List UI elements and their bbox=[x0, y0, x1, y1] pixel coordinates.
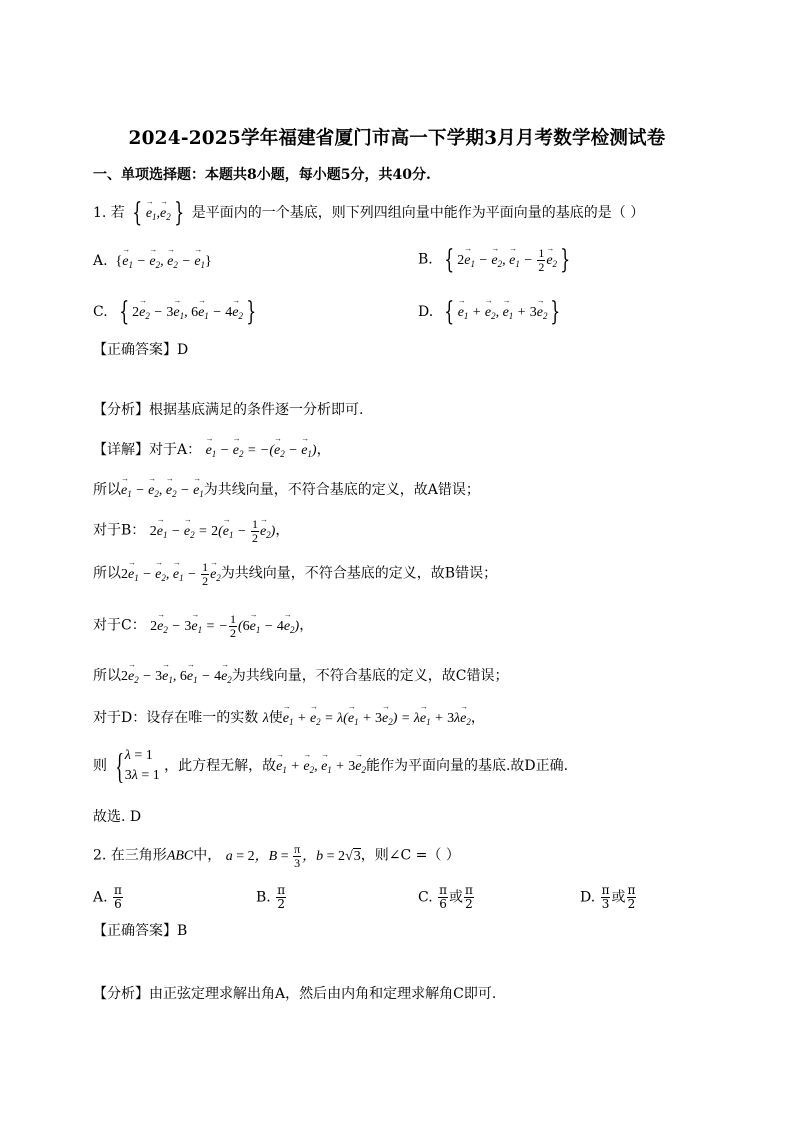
q2-option-a-label: A. bbox=[93, 889, 108, 906]
conclusion-d-text-2: 能作为平面向量的基底.故D正确. bbox=[365, 758, 569, 774]
section-heading: 一、单项选择题：本题共8小题，每小题5分，共40分. bbox=[93, 167, 431, 183]
question-1-choice: 故选. D bbox=[93, 809, 142, 825]
detail-label: 【详解】对于A： bbox=[93, 442, 202, 458]
q2-option-b-label: B. bbox=[256, 889, 271, 906]
question-2-stem: 2. 在三角形ABC中， a = 2，B = $\frac{\pi}{3}$ ，b = 2√3，则∠C =（ ） bbox=[93, 842, 460, 870]
question-2-stem-end: ，则∠C =（ ） bbox=[360, 847, 460, 864]
option-a-label: A. bbox=[93, 253, 108, 269]
question-2-answer: 【正确答案】B bbox=[93, 923, 188, 939]
option-d-math: {→ $e_1$ + → $e_2$, → $e_1 + 3\to e_2$ } bbox=[438, 305, 564, 320]
option-c-math: { $2\to e_2 - 3\to e_1$, $6\to e_1 - 4\to e_2$ } bbox=[112, 305, 259, 320]
detail-d-math: → $e_1$ + → $e_2 = \lambda(\to e_1 + 3\to e_2) = \lambda\to e_1 + 3\lambda\to e_2$ bbox=[283, 711, 471, 726]
d-use-text: 使 bbox=[268, 710, 283, 726]
conclusion-a-line bbox=[93, 480, 480, 501]
question-2-analysis: 【分析】由正弦定理求解出角A，然后由内角和定理求解角C即可. bbox=[93, 986, 497, 1002]
q2-option-b: B. $\frac{\pi}{2}$ bbox=[256, 883, 286, 911]
so-prefix-a: 所以 bbox=[93, 482, 121, 498]
detail-c-line: 对于C： $2\to e_2 - 3\to e_1$ = − $\frac{1}{2}$ $(6\to e_1 - 4\to e_2)$， bbox=[93, 613, 313, 640]
option-d bbox=[418, 297, 564, 327]
conclusion-d-text-1: ，此方程无解，故 bbox=[164, 758, 277, 774]
page-title: 2024-2025学年福建省厦门市高一下学期3月月考数学检测试卷 bbox=[128, 128, 666, 149]
q2-option-d: D. $\frac{\pi}{3}$ 或 $\frac{\pi}{2}$ bbox=[580, 883, 636, 911]
option-d-label: D. bbox=[418, 304, 434, 320]
option-a-math: {→ $e_1$ − → $e_2$, → $e_2$ − → $e_1$} bbox=[112, 254, 212, 269]
conclusion-d-math: → $e_1$ + → $e_2$, → $e_1 + 3\to e_2$ bbox=[276, 759, 366, 774]
question-1-analysis: 【分析】根据基底满足的条件逐一分析即可. bbox=[93, 402, 364, 418]
then-prefix: 则 bbox=[93, 758, 107, 774]
q2-option-c-or: 或 bbox=[449, 889, 464, 906]
for-d-label: 对于D：设存在唯一的实数 bbox=[93, 710, 259, 726]
question-2-givens: a = 2，B = $\frac{\pi}{3}$ ，b = 2√3 bbox=[225, 842, 361, 870]
detail-a-math: → $e_1$ − → $e_2$ = −(→ $e_2$ − → $e_1$) bbox=[206, 443, 317, 458]
q2-option-c-label: C. bbox=[418, 889, 433, 906]
option-c bbox=[93, 297, 260, 327]
detail-b-line: 对于B： $2\to e_1$ − → $e_2 = 2(\to e_1$ − $\frac{1}{2}$ → $e_2$)， bbox=[93, 518, 289, 545]
conclusion-c-line bbox=[93, 666, 509, 687]
question-2-stem-2: 中， bbox=[193, 847, 222, 864]
question-1-stem-text: 是平面内的一个基底，则下列四组向量中能作为平面向量的基底的是（ ） bbox=[191, 205, 645, 221]
option-c-label: C. bbox=[93, 304, 108, 320]
conclusion-b-math: $2\to e_1$ − → $e_2$, → $e_1$ − $\frac{1}{2}$ → $e_2$ bbox=[121, 567, 221, 582]
detail-d-line: 对于D：设存在唯一的实数 λ使→ $e_1$ + → $e_2 = \lambda(\to e_1 + 3\to e_2) = \lambda\to e_1 + 3\lambda\to e_2$， bbox=[93, 708, 485, 729]
for-c-label: 对于C： bbox=[93, 617, 146, 634]
question-2-stem-1: 2. 在三角形 bbox=[93, 847, 167, 864]
detail-b-math: $2\to e_1$ − → $e_2 = 2(\to e_1$ − $\frac{1}{2}$ → $e_2$) bbox=[150, 524, 276, 539]
question-1-number: 1. 若 bbox=[93, 205, 125, 221]
option-a bbox=[93, 251, 212, 272]
so-prefix-b: 所以 bbox=[93, 565, 121, 582]
conclusion-d-line bbox=[93, 746, 568, 786]
conclusion-a-math: → $e_1$ − → $e_2$, → $e_2$ − → $e_1$ bbox=[121, 483, 204, 498]
question-1-stem bbox=[93, 198, 645, 228]
so-prefix-c: 所以 bbox=[93, 668, 121, 684]
conclusion-b-line bbox=[93, 561, 497, 588]
conclusion-b-text: 为共线向量，不符合基底的定义，故B错误； bbox=[220, 565, 498, 582]
option-b bbox=[418, 244, 574, 275]
detail-c-math: $2\to e_2 - 3\to e_1$ = − $\frac{1}{2}$ $(6\to e_1 - 4\to e_2)$ bbox=[150, 619, 299, 634]
detail-a-line: 【详解】对于A： → $e_1$ − → $e_2$ = −(→ $e_2$ − → $e_1$)， bbox=[93, 440, 331, 461]
q2-option-d-or: 或 bbox=[611, 889, 626, 906]
question-1-answer: 【正确答案】D bbox=[93, 342, 189, 358]
basis-set: {→ $e_1,\to e_2$ } bbox=[129, 206, 187, 221]
for-b-label: 对于B： bbox=[93, 522, 146, 539]
conclusion-c-math: $2\to e_2 - 3\to e_1$, $6\to e_1 - 4\to e_2$ bbox=[121, 669, 232, 684]
q2-option-d-label: D. bbox=[580, 889, 596, 906]
q2-option-c: C. $\frac{\pi}{6}$ 或 $\frac{\pi}{2}$ bbox=[418, 883, 473, 911]
conclusion-a-text: 为共线向量，不符合基底的定义，故A错误； bbox=[203, 482, 480, 498]
option-b-label: B. bbox=[418, 251, 433, 268]
option-b-math: { $2\to e_1$ − → $e_2$, → $e_1$ − $\frac{1}{2}$ → $e_2$ } bbox=[437, 253, 573, 268]
conclusion-c-text: 为共线向量，不符合基底的定义，故C错误； bbox=[231, 668, 509, 684]
q2-option-a: A. $\frac{\pi}{6}$ bbox=[93, 883, 122, 911]
equation-system: { λ = 1 3λ = 1 bbox=[115, 746, 160, 786]
